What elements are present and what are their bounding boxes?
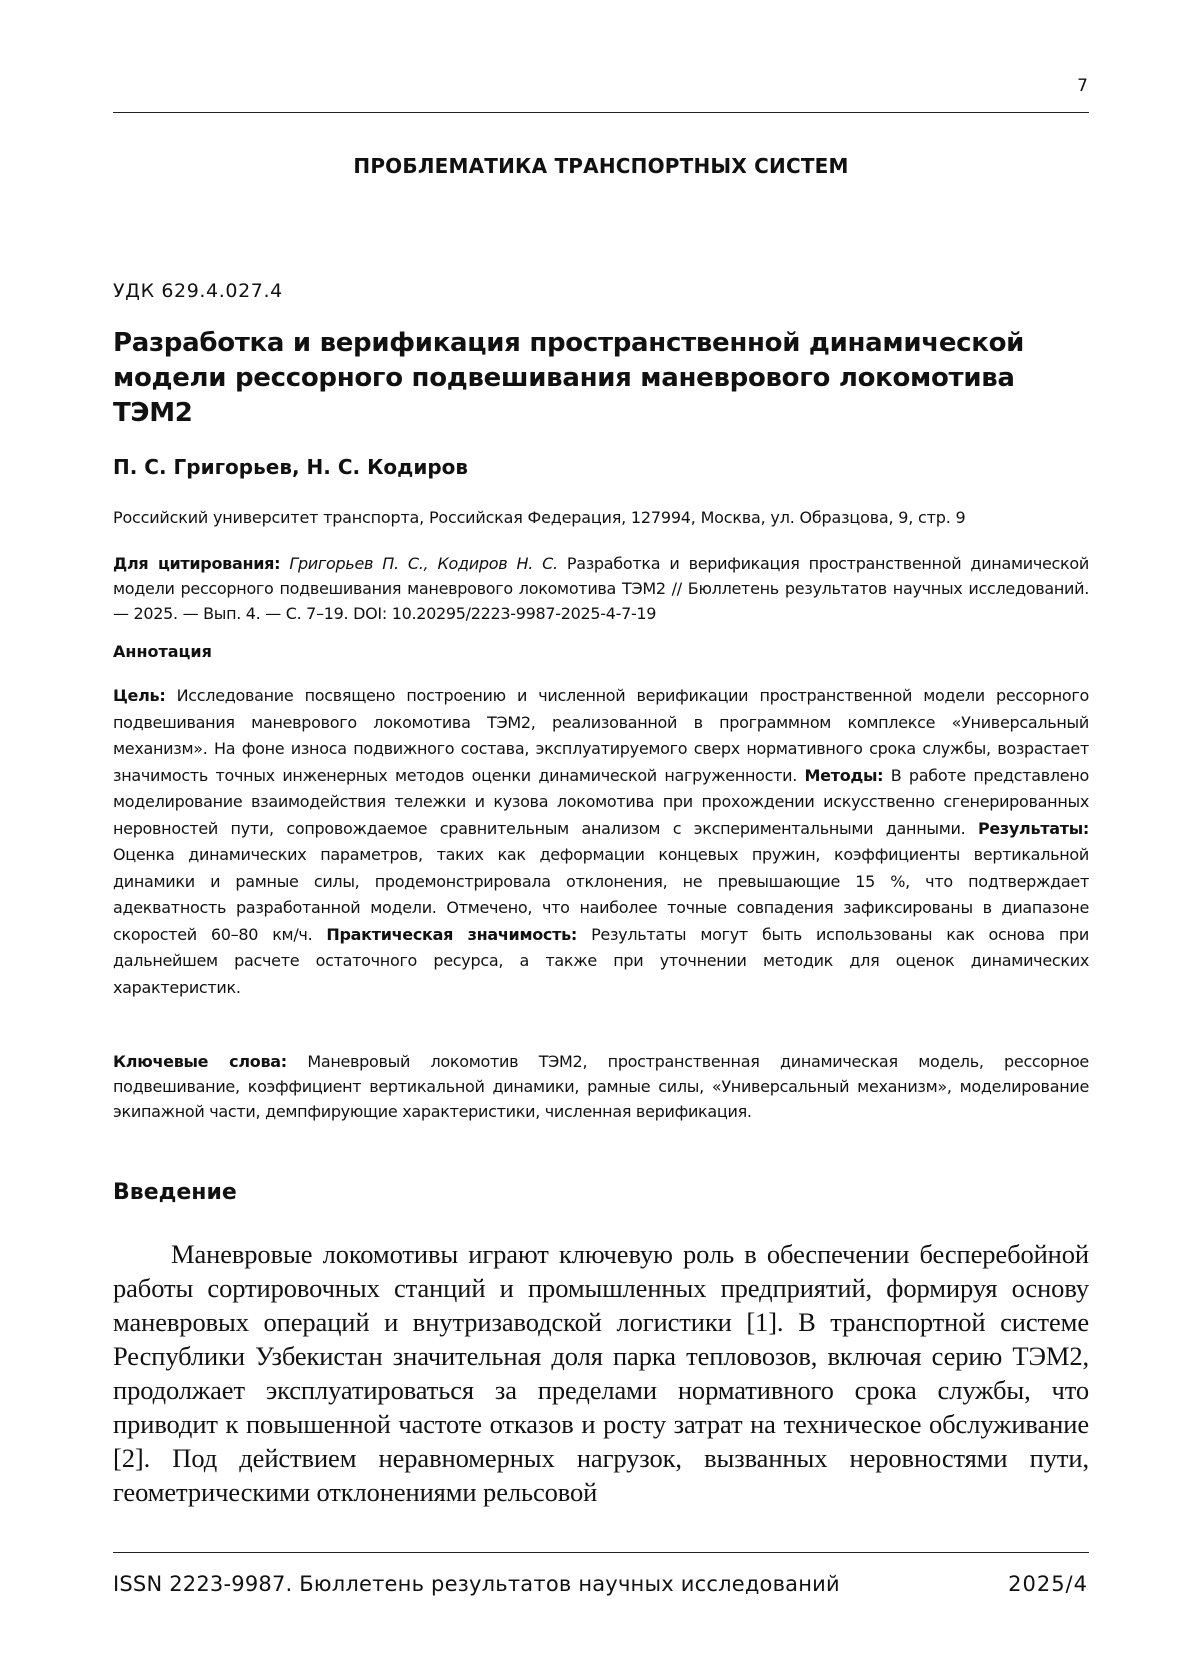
footer-divider [113,1552,1089,1553]
keywords-block [113,1049,1089,1124]
abstract-results-text: Оценка динамических параметров, таких как деформации концевых пружин, коэффициенты вертикальной динамики и рамные силы, продемонстрировала отклонения, не превышающие 15 %, что подтверждает адекватность разработанной модели. Отмечено, что наиболее точные совпадения зафиксированы в диапазоне скоростей 60–80 км/ч. [113,845,1089,944]
keywords-text: Маневровый локомотив ТЭМ2, пространственная динамическая модель, рессорное подвешивание, коэффициент вертикальной динамики, рамные силы, «Универсальный механизм», моделирование экипажной части, демпфирующие характеристики, численная верификация. [113,1052,1089,1121]
introduction-paragraph: Маневровые локомотивы играют ключевую роль в обеспечении бесперебойной работы сортировочных станций и промышленных предприятий, формируя основу маневровых операций и внутризаводской логистики [1]. В транспортной системе Республики Узбекистан значительная доля парка тепловозов, включая серию ТЭМ2, продолжает эксплуатироваться за пределами нормативного срока службы, что приводит к повышенной частоте отказов и росту затрат на техническое обслуживание [2]. Под действием неравномерных нагрузок, вызванных неровностями пути, геометрическими отклонениями рельсовой [113,1239,1089,1507]
abstract-goal-text: Исследование посвящено построению и численной верификации пространственной модели рессорного подвешивания маневрового локомотива ТЭМ2, реализованной в программном комплексе «Универсальный механизм». На фоне износа подвижного состава, эксплуатируемого сверх нормативного срока службы, возрастает значимость точных инженерных методов оценки динамической нагруженности. [113,686,1089,785]
udk-code: УДК 629.4.027.4 [113,280,283,302]
citation-authors: Григорьев П. С., Кодиров Н. С. [289,554,558,573]
article-authors: П. С. Григорьев, Н. С. Кодиров [113,455,469,479]
abstract-methods-label: Методы: [804,765,884,785]
footer-journal: ISSN 2223-9987. Бюллетень результатов научных исследований [113,1572,840,1596]
citation-text: Разработка и верификация пространственной динамической модели рессорного подвешивания маневрового локомотива ТЭМ2 // Бюллетень результатов научных исследований. — 2025. — Вып. 4. — С. 7–19. DOI: 10.20295/2223-9987-2025-4-7-19 [113,554,1089,623]
header-divider [113,112,1089,113]
section-heading: ПРОБЛЕМАТИКА ТРАНСПОРТНЫХ СИСТЕМ [353,154,849,178]
introduction-heading: Введение [113,1180,237,1205]
author-affiliation: Российский университет транспорта, Российская Федерация, 127994, Москва, ул. Образцова, 9, стр. 9 [113,508,966,527]
citation-block [113,551,1089,626]
abstract-practical-label: Практическая значимость: [326,924,577,944]
page-number: 7 [1077,76,1088,96]
abstract-goal-label: Цель: [113,686,166,705]
abstract-methods-text: В работе представлено моделирование взаимодействия тележки и кузова локомотива при прохождении искусственно сгенерированных неровностей пути, сопровождаемое сравнительным анализом с экспериментальными данными. [113,765,1089,838]
abstract-results-label: Результаты: [977,818,1089,838]
abstract-text [113,683,1089,1001]
abstract-heading: Аннотация [113,642,212,661]
abstract-practical-text: Результаты могут быть использованы как основа при дальнейшем расчете остаточного ресурса, а также при уточнении методик для оценок динамических характеристик. [113,924,1089,997]
article-title: Разработка и верификация пространственной динамической модели рессорного подвешивания маневрового локомотива ТЭМ2 [113,328,1025,428]
citation-label: Для цитирования: [113,554,281,573]
footer-issue: 2025/4 [1008,1572,1088,1596]
keywords-label: Ключевые слова: [113,1052,287,1071]
